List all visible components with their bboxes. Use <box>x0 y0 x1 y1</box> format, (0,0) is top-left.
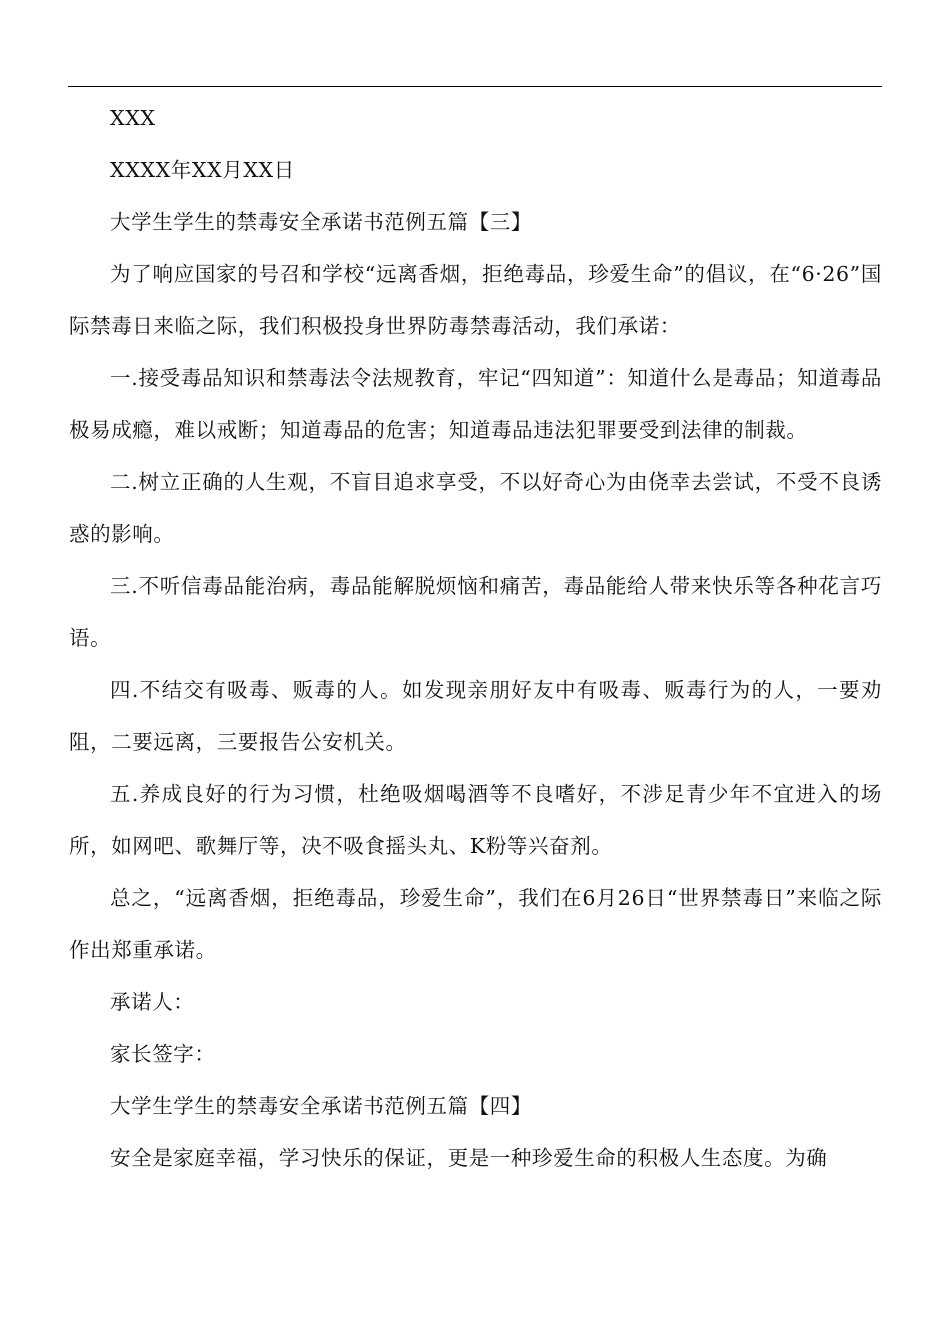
pledge-item-3: 三.不听信毒品能治病，毒品能解脱烦恼和痛苦，毒品能给人带来快乐等各种花言巧语。 <box>69 574 882 650</box>
section-4-paragraph: 安全是家庭幸福，学习快乐的保证，更是一种珍爱生命的积极人生态度。为确 <box>110 1146 828 1170</box>
pledge-item-1: 一.接受毒品知识和禁毒法令法规教育，牢记“四知道”：知道什么是毒品；知道毒品极易成瘾，难以戒断；知道毒品的危害；知道毒品违法犯罪要受到法律的制裁。 <box>69 366 882 442</box>
signature-date: XXXX年XX月XX日 <box>110 158 295 182</box>
pledge-item-4: 四.不结交有吸毒、贩毒的人。如发现亲朋好友中有吸毒、贩毒行为的人，一要劝阻，二要远离，三要报告公安机关。 <box>69 678 882 754</box>
intro-paragraph: 为了响应国家的号召和学校“远离香烟，拒绝毒品，珍爱生命”的倡议，在“6·26”国际禁毒日来临之际，我们积极投身世界防毒禁毒活动，我们承诺： <box>69 262 882 338</box>
section-heading-4: 大学生学生的禁毒安全承诺书范例五篇【四】 <box>110 1094 532 1118</box>
pledge-item-2: 二.树立正确的人生观，不盲目追求享受，不以好奇心为由侥幸去尝试，不受不良诱惑的影响。 <box>69 470 882 546</box>
parent-signature-label: 家长签字： <box>110 1042 216 1066</box>
conclusion-paragraph: 总之，“远离香烟，拒绝毒品，珍爱生命”，我们在6月26日“世界禁毒日”来临之际作出郑重承诺。 <box>69 886 882 962</box>
section-heading-3: 大学生学生的禁毒安全承诺书范例五篇【三】 <box>110 210 532 234</box>
signature-name: XXX <box>110 106 156 130</box>
header-rule <box>68 86 882 87</box>
pledger-label: 承诺人： <box>110 990 195 1014</box>
document-body <box>69 92 882 1184</box>
pledge-item-5: 五.养成良好的行为习惯，杜绝吸烟喝酒等不良嗜好，不涉足青少年不宜进入的场所，如网吧、歌舞厅等，决不吸食摇头丸、K粉等兴奋剂。 <box>69 782 882 858</box>
